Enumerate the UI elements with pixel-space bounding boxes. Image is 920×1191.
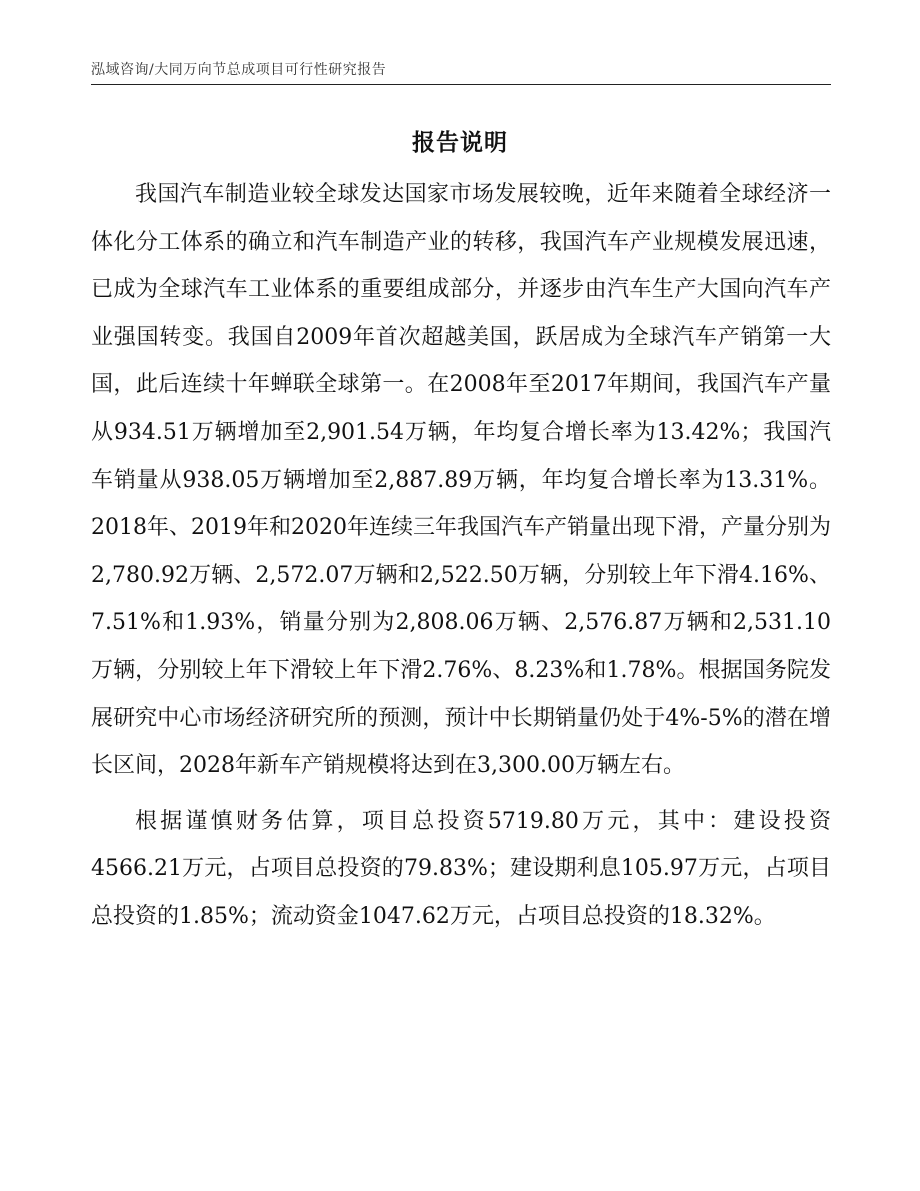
header-divider — [91, 84, 831, 85]
paragraph-investment-estimate: 根据谨慎财务估算，项目总投资5719.80万元，其中：建设投资4566.21万元，占项目总投资的79.83%；建设期利息105.97万元，占项目总投资的1.85%；流动资金1047.62万元，占项目总投资的18.32%。 — [91, 808, 831, 929]
report-body — [91, 171, 831, 941]
section-title: 报告说明 — [412, 129, 508, 156]
paragraph-industry-overview: 我国汽车制造业较全球发达国家市场发展较晚，近年来随着全球经济一体化分工体系的确立和汽车制造产业的转移，我国汽车产业规模发展迅速，已成为全球汽车工业体系的重要组成部分，并逐步由汽车生产大国向汽车产业强国转变。我国自2009年首次超越美国，跃居成为全球汽车产销第一大国，此后连续十年蝉联全球第一。在2008年至2017年期间，我国汽车产量从934.51万辆增加至2,901.54万辆，年均复合增长率为13.42%；我国汽车销量从938.05万辆增加至2,887.89万辆，年均复合增长率为13.31%。2018年、2019年和2020年连续三年我国汽车产销量出现下滑，产量分别为2,780.92万辆、2,572.07万辆和2,522.50万辆，分别较上年下滑4.16%、7.51%和1.93%，销量分别为2,808.06万辆、2,576.87万辆和2,531.10万辆，分别较上年下滑较上年下滑2.76%、8.23%和1.78%。根据国务院发展研究中心市场经济研究所的预测，预计中长期销量仍处于4%-5%的潜在增长区间，2028年新车产销规模将达到在3,300.00万辆左右。 — [91, 182, 831, 779]
running-header: 泓域咨询/大同万向节总成项目可行性研究报告 — [91, 62, 387, 78]
